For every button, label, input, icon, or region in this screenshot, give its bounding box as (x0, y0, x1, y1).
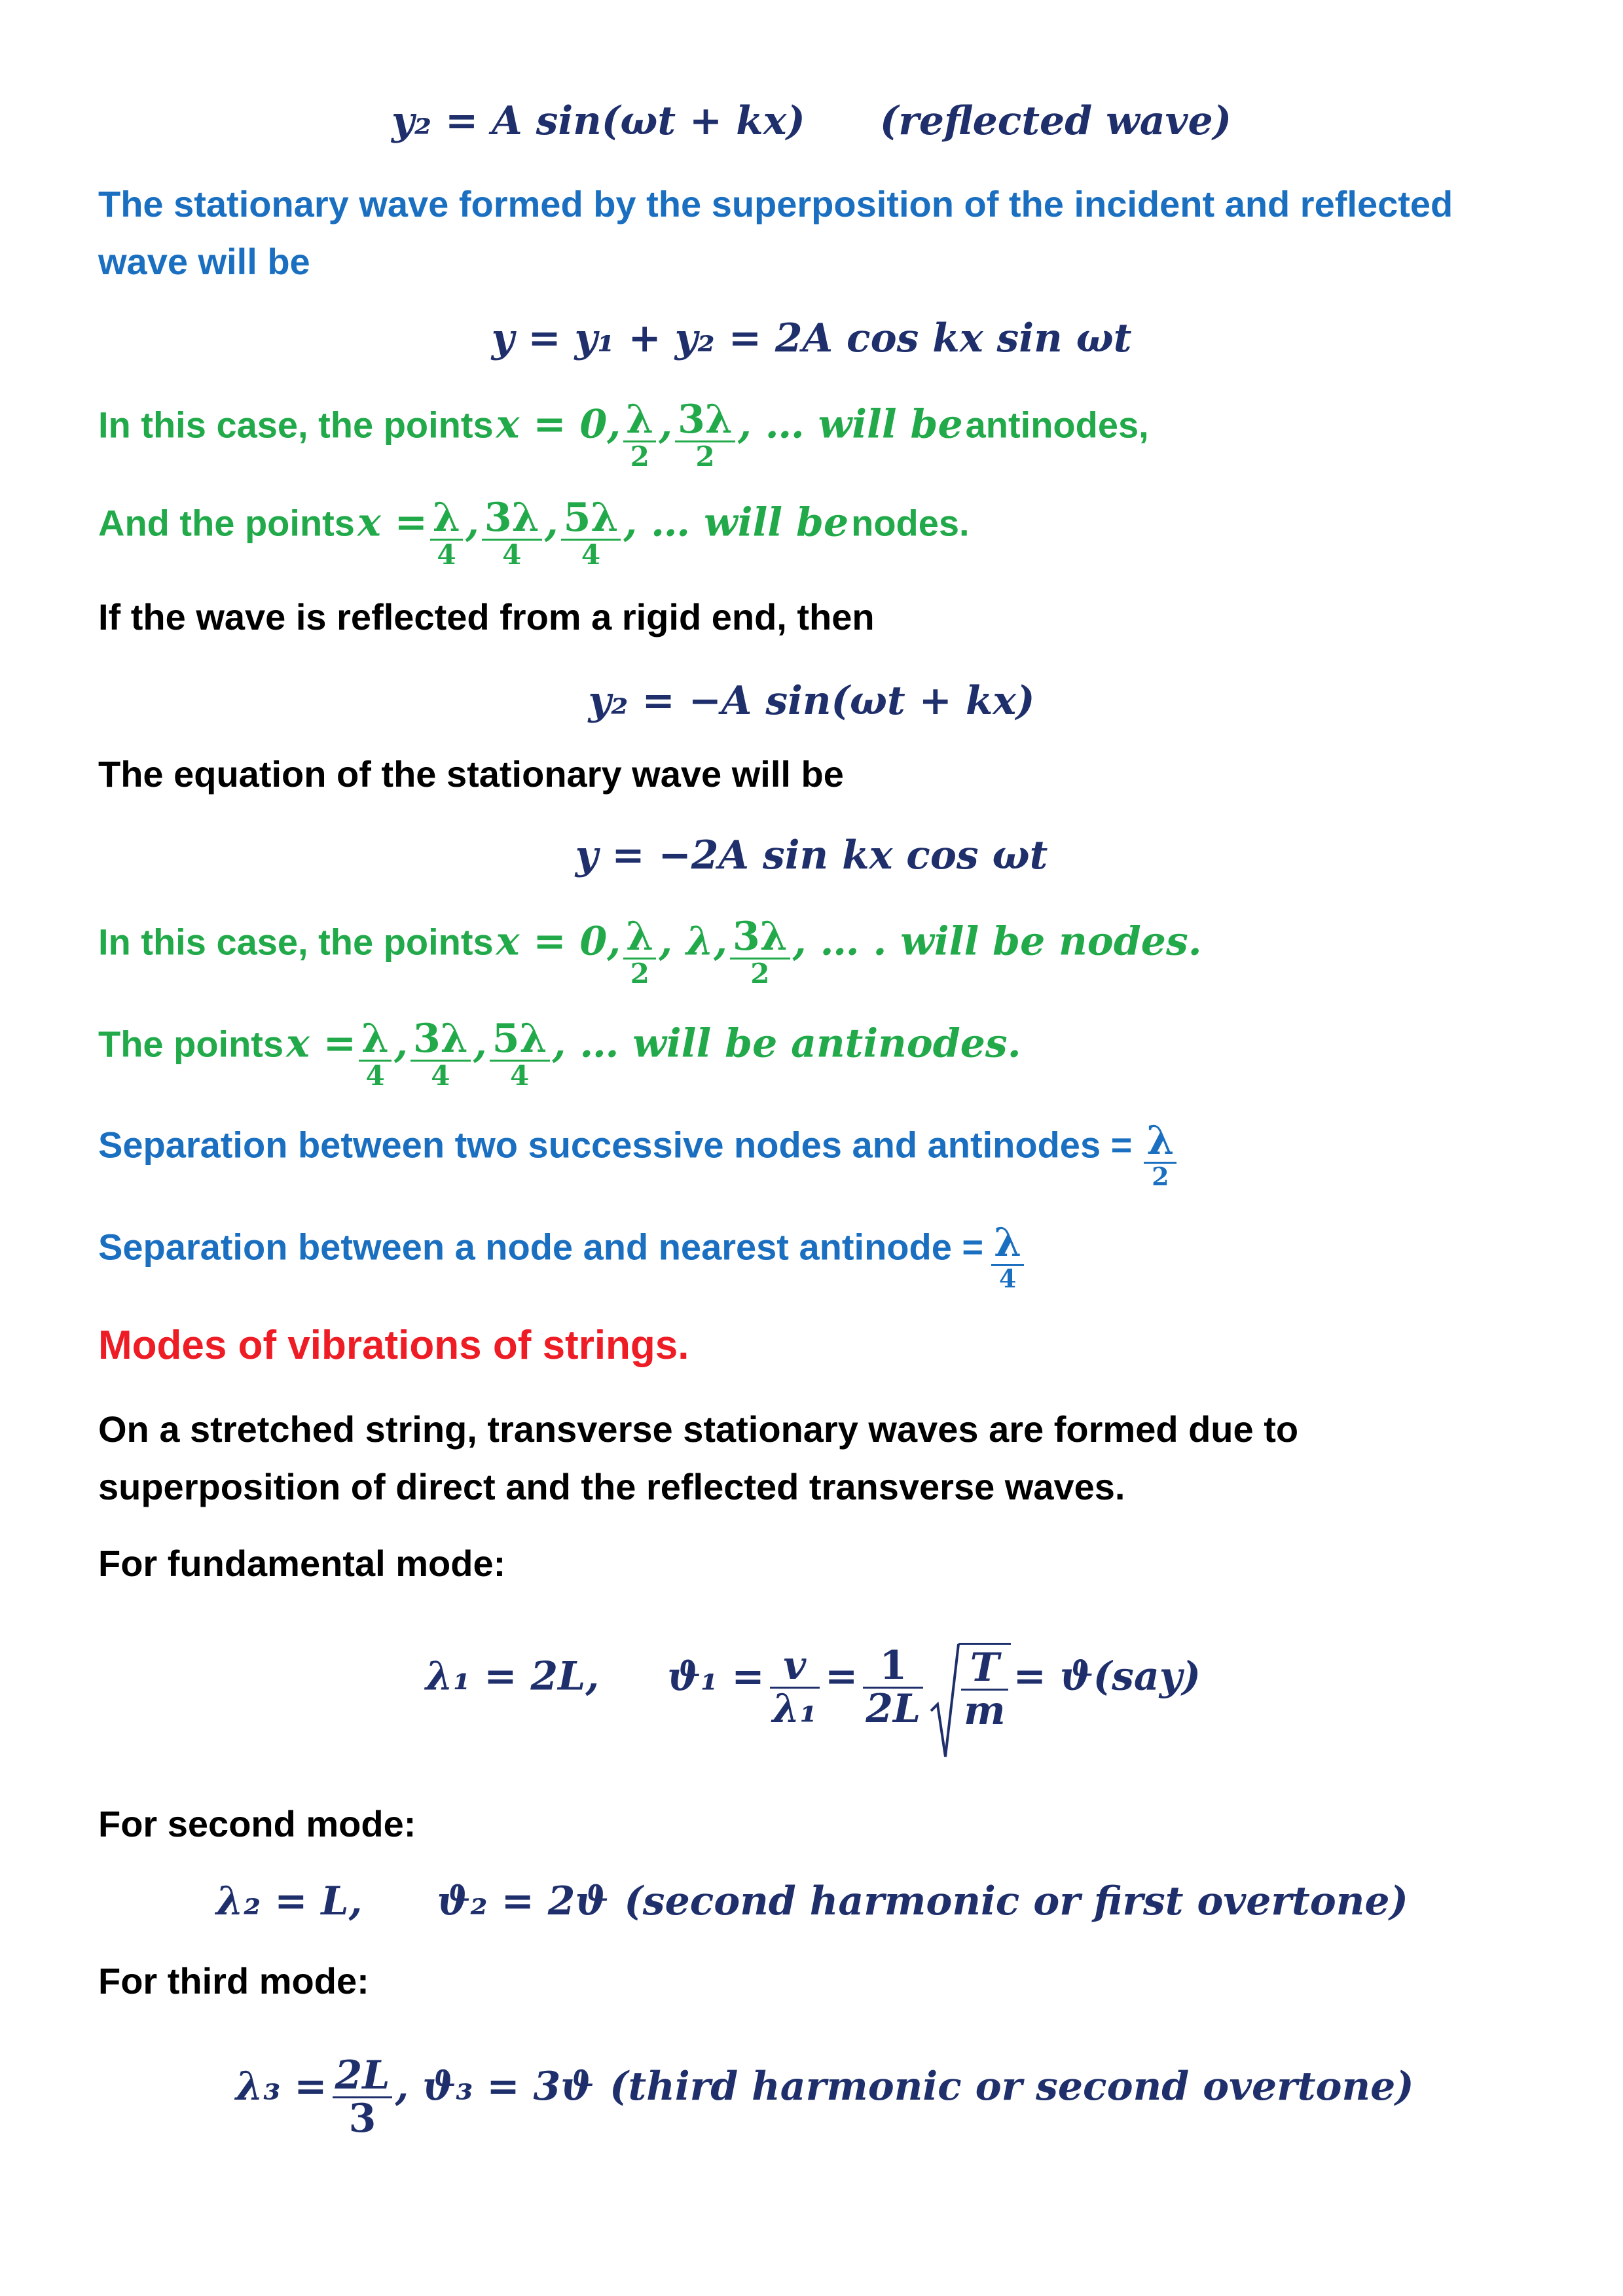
fraction: $\frac{3\lambda}{2}$ (675, 399, 735, 471)
section-heading: Modes of vibrations of strings. (98, 1323, 689, 1368)
equation: y = −2A sin kx cos ωt (575, 833, 1048, 878)
fraction: $\frac{\lambda}{4}$ (991, 1223, 1024, 1292)
equation: y = y₁ + y₂ = 2A cos kx sin ωt (491, 315, 1132, 361)
antinodes-free-end: In this case, the points x = 0, $\frac{\lambda}{2}$ , $\frac{3\lambda}{2}$ , … will be antinodes, (98, 397, 1149, 473)
stationary-equation-intro: The equation of the stationary wave will be (98, 753, 844, 795)
rigid-reflected-equation (0, 678, 1623, 724)
math: x = 0, (496, 401, 621, 448)
math: , … will be (737, 401, 963, 448)
math: = (824, 1653, 858, 1700)
fraction: $\frac{v}{\text{λ₁}}$ (770, 1645, 820, 1730)
fraction: $\frac{3\lambda}{2}$ (730, 916, 790, 988)
math: , … . will be nodes. (792, 918, 1202, 965)
rigid-stationary-equation (0, 833, 1623, 878)
math: , … will be (623, 499, 849, 546)
math: (third harmonic or second overtone) (610, 2064, 1414, 2110)
rigid-end-intro: If the wave is reflected from a rigid end, then (98, 596, 875, 637)
second-mode-label: For second mode: (98, 1803, 416, 1844)
separation-nodes-antinodes (98, 1118, 1179, 1191)
superposition-paragraph: The stationary wave formed by the superposition of the incident and reflected wave will be (98, 183, 1453, 282)
fraction: $\frac{2L}{3}$ (333, 2055, 393, 2140)
equation-tag: (reflected wave) (879, 98, 1232, 144)
math: ϑ₂ = 2ϑ (437, 1878, 609, 1924)
fraction: $\frac{\lambda}{2}$ (623, 399, 656, 471)
fraction: $\frac{5\lambda}{4}$ (561, 497, 621, 569)
text: In this case, the points (98, 921, 494, 963)
math: , ϑ₃ = 3ϑ (395, 2064, 594, 2110)
math: λ₁ = 2L, (426, 1653, 600, 1700)
math: (second harmonic or first overtone) (624, 1878, 1408, 1924)
second-mode-equation (216, 1878, 1408, 1924)
equation: y₂ = A sin(ωt + kx) (391, 98, 805, 144)
fraction: $\frac{3\lambda}{4}$ (482, 497, 542, 569)
fraction: $\frac{5\lambda}{4}$ (490, 1018, 550, 1090)
nodes-free-end: And the points x = $\frac{\lambda}{4}$ , $\frac{3\lambda}{4}$ , $\frac{5\lambda}{4}$ , … will be nodes. (98, 495, 970, 571)
fundamental-mode-equation (426, 1643, 1201, 1732)
math: λ₃ = (236, 2064, 327, 2110)
math: x = 0, (496, 918, 621, 965)
stationary-wave-equation (0, 315, 1623, 361)
reflected-wave-equation (0, 98, 1623, 144)
fraction: $\frac{1}{2L}$ (863, 1645, 923, 1730)
fraction: $\frac{3\lambda}{4}$ (410, 1018, 471, 1090)
nodes-rigid-end (98, 916, 1202, 988)
text: nodes. (851, 502, 970, 544)
third-mode-equation (236, 2055, 1414, 2140)
math: x = (286, 1020, 357, 1067)
fraction: $\frac{\lambda}{2}$ (1144, 1121, 1176, 1190)
math: ϑ₁ = (667, 1653, 765, 1700)
separation-node-antinode (98, 1220, 1027, 1293)
fraction: $\frac{T}{m}$ (961, 1647, 1008, 1732)
text: In this case, the points (98, 404, 494, 446)
equation: y₂ = −A sin(ωt + kx) (588, 678, 1035, 724)
text: And the points (98, 502, 355, 544)
square-root (928, 1643, 1011, 1732)
antinodes-rigid-end: The points x = $\frac{\lambda}{4}$ , $\frac{3\lambda}{4}$ , $\frac{5\lambda}{4}$ , … will be antinodes. (98, 1016, 1021, 1092)
math: , λ, (659, 918, 727, 965)
math: λ₂ = L, (216, 1878, 363, 1924)
text: Separation between two successive nodes and antinodes = (98, 1124, 1133, 1166)
math: = ϑ(say) (1013, 1653, 1201, 1700)
fraction: $\frac{\lambda}{2}$ (623, 916, 656, 988)
text: The points (98, 1023, 284, 1065)
fraction: $\frac{\lambda}{4}$ (430, 497, 463, 569)
fraction: $\frac{\lambda}{4}$ (359, 1018, 392, 1090)
text: antinodes, (965, 404, 1149, 446)
third-mode-label: For third mode: (98, 1960, 369, 2001)
math: x = (357, 499, 428, 546)
string-paragraph: On a stretched string, transverse stationary waves are formed due to superposition of direct and the reflected transverse waves. (98, 1408, 1299, 1507)
fundamental-mode-label: For fundamental mode: (98, 1543, 506, 1584)
text: Separation between a node and nearest antinode = (98, 1226, 984, 1268)
math: , … will be antinodes. (552, 1020, 1021, 1067)
